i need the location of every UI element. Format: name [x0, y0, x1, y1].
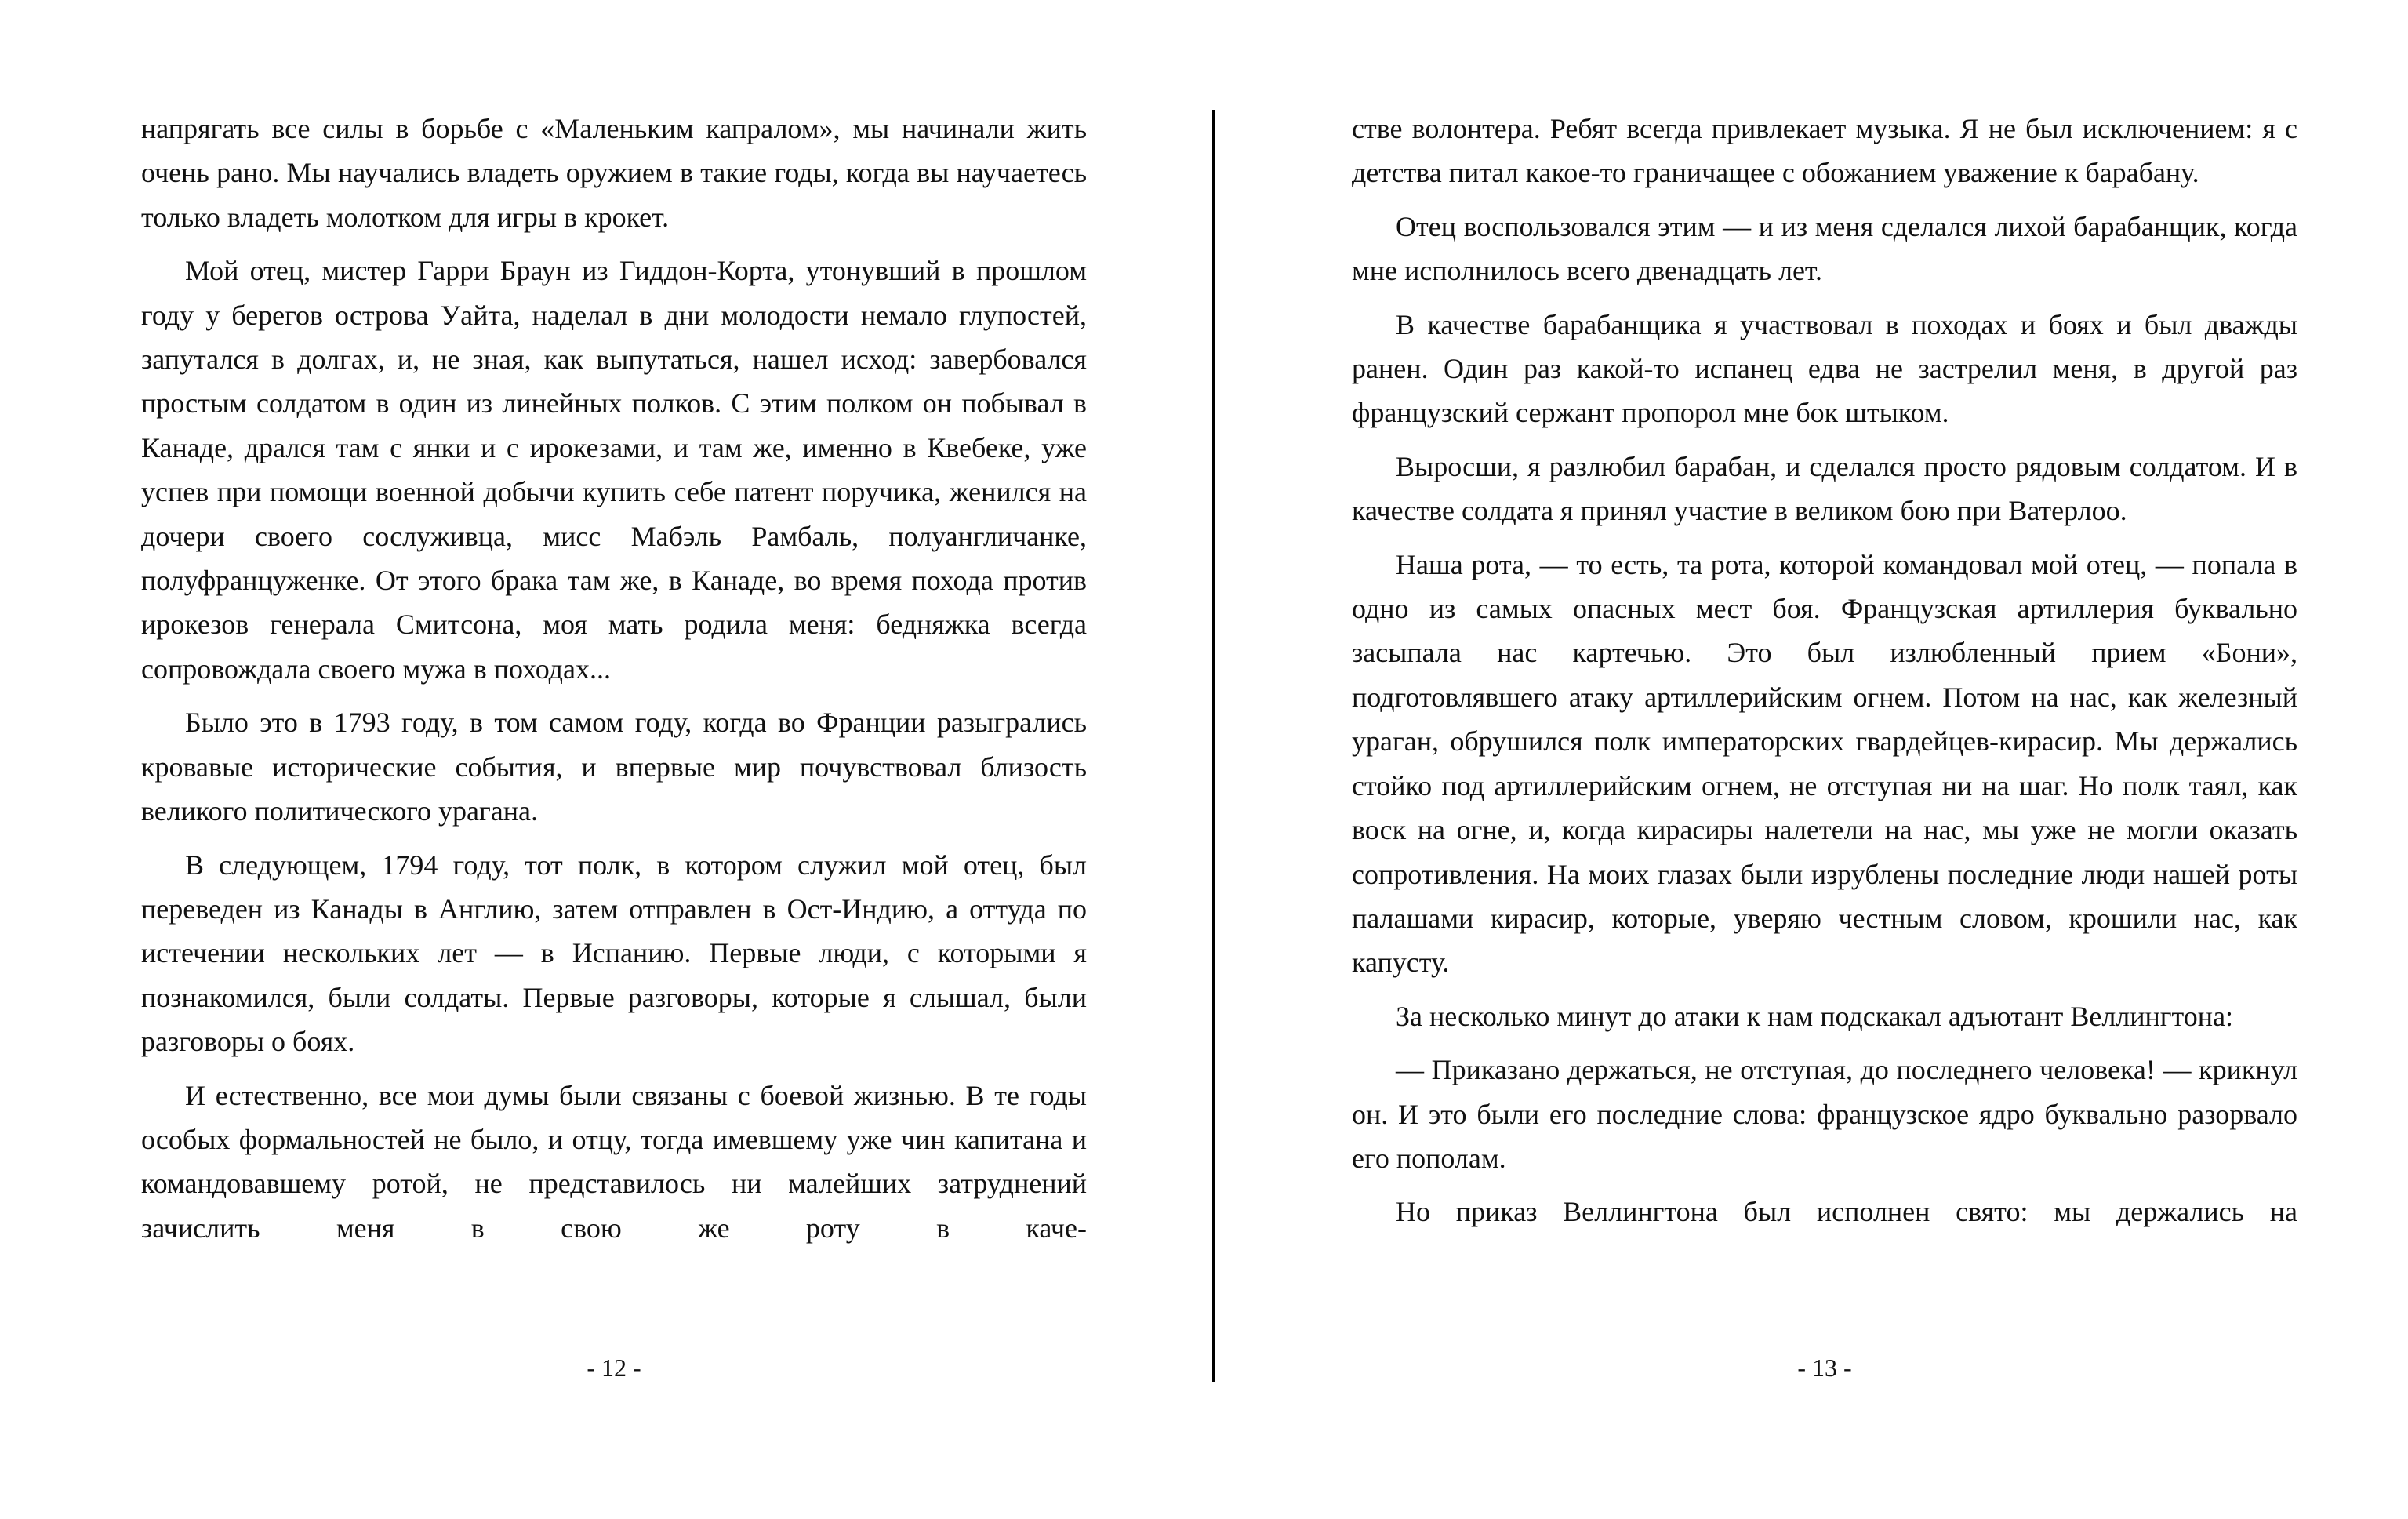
paragraph: Но приказ Веллингтона был исполнен свято: мы держались на — [1396, 1196, 2297, 1228]
left-page — [141, 107, 1087, 1250]
paragraph: Выросши, я разлюбил барабан, и сделался просто рядовым солдатом. И в качестве солдата я принял участие в великом бою при Ватерлоо. — [1352, 450, 2297, 527]
paragraph: — Приказано держаться, не отступая, до последнего человека! — крикнул он. И это были его последние слова: французское ядро буквально разорвало его пополам. — [1352, 1054, 2297, 1174]
right-page — [1352, 107, 2297, 1234]
paragraph: Отец воспользовался этим — и из меня сделался лихой барабанщик, когда мне исполнилось всего двенадцать лет. — [1352, 210, 2297, 287]
paragraph-continuation: стве волонтера. Ребят всегда привлекает музыка. Я не был исключением: я с детства питал какое-то граничащее с обожанием уважение к барабану. — [1352, 113, 2297, 189]
paragraph: В качестве барабанщика я участвовал в походах и боях и был дважды ранен. Один раз какой-то испанец едва не застрелил меня, в другой раз французский сержант пропорол мне бок штыком. — [1352, 308, 2297, 429]
paragraph: Было это в 1793 году, в том самом году, когда во Франции разыгрались кровавые исторические события, и впервые мир почувствовал близость великого политического урагана. — [141, 707, 1087, 827]
page-number-right: - 13 - — [1797, 1354, 1852, 1382]
paragraph: Наша рота, — то есть, та рота, которой командовал мой отец, — попала в одно из самых опасных мест боя. Французская артиллерия буквально засыпала нас картечью. Это был излюбленный прием «Бони», подготовлявшего атаку артиллерийским огнем. Потом на нас, как железный ураган, обрушился полк императорских гвардейцев-кирасир. Мы держались стойко под артиллерийским огнем, не отступая ни на шаг. Но полк таял, как воск на огне, и, когда кирасиры налетели на нас, мы уже не могли оказать сопротивления. На моих глазах были изрублены последние люди нашей роты палашами кирасир, которые, уверяю честным словом, крошили нас, как капусту. — [1352, 548, 2297, 979]
book-spine-divider — [1212, 110, 1215, 1382]
paragraph: В следующем, 1794 году, тот полк, в котором служил мой отец, был переведен из Канады в Англию, затем отправлен в Ост-Индию, а оттуда по истечении нескольких лет — в Испанию. Первые люди, с которыми я познакомился, были солдаты. Первые разговоры, которые я слышал, были разговоры о боях. — [141, 849, 1087, 1058]
paragraph-continuation: напрягать все силы в борьбе с «Маленьким капралом», мы начинали жить очень рано. Мы научались владеть оружием в такие годы, когда вы научаетесь только владеть молотком для игры в крокет. — [141, 113, 1087, 233]
paragraph: Мой отец, мистер Гарри Браун из Гиддон-Корта, утонувший в прошлом году у берегов острова Уайта, наделал в дни молодости немало глупостей, запутался в долгах, и, не зная, как выпутаться, нашел исход: завербовался простым солдатом в один из линейных полков. С этим полком он побывал в Канаде, дрался там с янки и с ирокезами, и там же, именно в Квебеке, уже успев при помощи военной добычи купить себе патент поручика, женился на дочери своего сослуживца, мисс Мабэль Рамбаль, полуангличанке, полуфранцуженке. От этого брака там же, в Канаде, во время похода против ирокезов генерала Смитсона, моя мать родила меня: бедняжка всегда сопровождала своего мужа в походах... — [141, 255, 1087, 685]
paragraph: За несколько минут до атаки к нам подскакал адъютант Веллингтона: — [1396, 1000, 2234, 1032]
paragraph: И естественно, все мои думы были связаны с боевой жизнью. В те годы особых формальностей не было, и отцу, тогда имевшему уже чин капитана и командовавшему ротой, не представилось ни малейших затруднений зачислить меня в свою же роту в каче- — [141, 1079, 1087, 1244]
page-number-left: - 12 - — [587, 1354, 641, 1382]
